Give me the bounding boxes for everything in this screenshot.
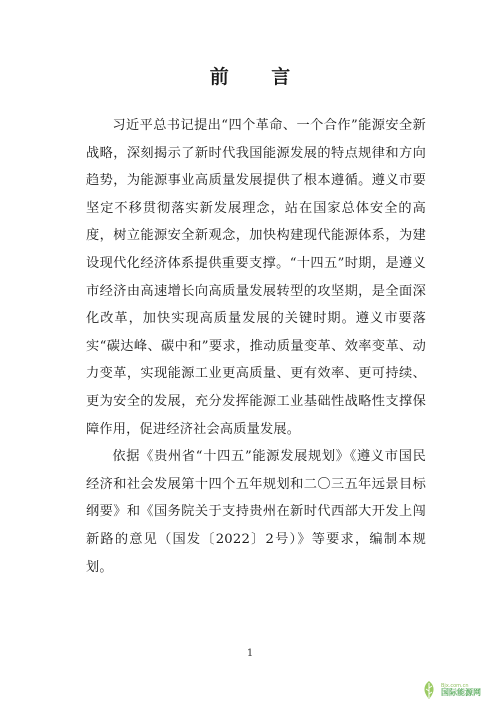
leaf-logo-icon xyxy=(420,679,438,701)
paragraph-1: 习近平总书记提出“四个革命、一个合作”能源安全新战略，深刻揭示了新时代我国能源发展的特点规律和方向趋势，为能源事业高质量发展提供了根本遵循。遵义市要坚定不移贯彻落实新发展理念，站在国家总体安全的高度，树立能源安全新观念，加快构建现代能源体系，为建设现代化经济体系提供重要支撑。“十四五”时期，是遵义市经济由高速增长向高质量发展转型的攻坚期，是全面深化改革，加快实现高质量发展的关键时期。遵义市要落实“碳达峰、碳中和”要求，推动质量变革、效率变革、动力变革，实现能源工业更高质量、更有效率、更可持续、更为安全的发展，充分发挥能源工业基础性战略性支撑保障作用，促进经济社会高质量发展。 xyxy=(86,118,426,437)
watermark-bottom-text: 国际能源网 xyxy=(441,687,481,697)
page-number: 1 xyxy=(246,648,254,659)
document-body xyxy=(86,112,426,581)
page-title: 前 言 xyxy=(209,66,309,88)
paragraph-2: 依据《贵州省“十四五”能源发展规划》《遵义市国民经济和社会发展第十四个五年规划和二〇三五年远景目标纲要》和《国务院关于支持贵州在新时代西部大开发上闯新路的意见（国发〔2022〕2号）》等要求，编制本规划。 xyxy=(86,449,426,575)
watermark-logo xyxy=(420,677,492,703)
watermark-top-text: Bjx.com.cn xyxy=(441,682,469,689)
